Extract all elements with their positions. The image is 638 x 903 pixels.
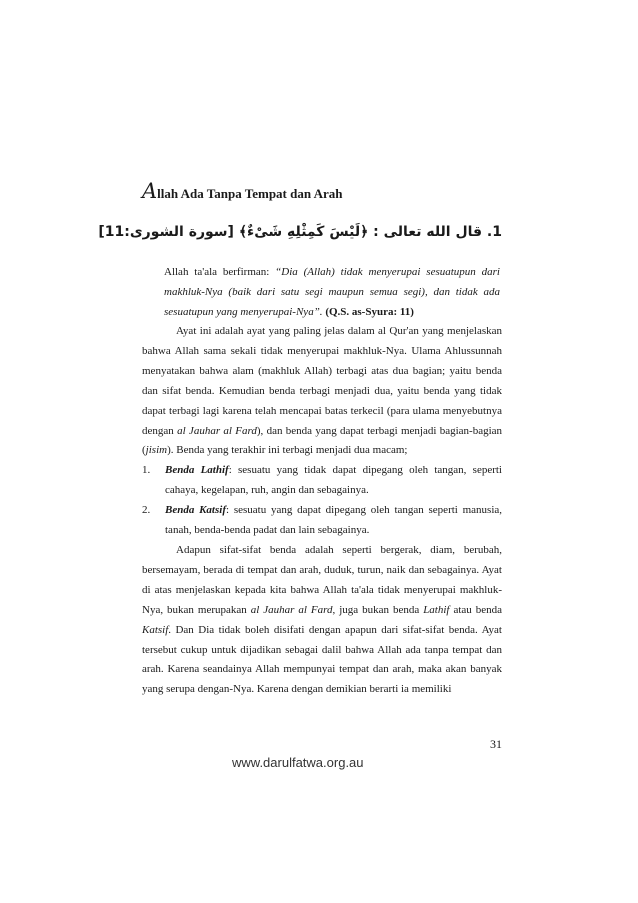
website-url: www.darulfatwa.org.au: [232, 755, 364, 770]
para1-term-2: jisim: [145, 444, 168, 457]
para1-text-3: ). Benda yang terakhir ini terbagi menjadi dua macam;: [167, 444, 408, 457]
para2-text-1: Adapun sifat-sifat benda adalah seperti bergerak, diam, berubah, bersemayam, berada di tempat dan arah, duduk, turun, naik dan sebagainya. Ayat di atas menjelaskan kepada kita bahwa Allah ta'ala tidak menyerupai makhluk-Nya, bukan merupakan: [142, 543, 502, 616]
verse-reference: (Q.S. as-Syura: 11): [322, 306, 414, 318]
list-text: [165, 501, 502, 541]
para2-text-2: , juga bukan benda: [332, 603, 424, 616]
list-number: 2.: [142, 504, 151, 517]
verse-translation: [142, 262, 502, 322]
para2-text-3: atau benda: [449, 603, 502, 616]
paragraph-2: [142, 541, 502, 700]
para1-text-1: Ayat ini adalah ayat yang paling jelas dalam al Qur'an yang menjelaskan bahwa Allah sama sekali tidak menyerupai makhluk-Nya. Ulama Ahlussunnah menyatakan bahwa alam (makhluk Allah) terbagi atas dua bagian; yaitu benda dan sifat benda. Kemudian benda terbagi menjadi dua, yaitu benda yang tidak dapat terbagi lagi karena telah mencapai batas terkecil (para ulama menyebutnya dengan: [142, 325, 502, 437]
paragraph-1: [142, 322, 502, 461]
list-item: [142, 461, 502, 501]
para2-term-2: Lathif: [423, 603, 450, 616]
para2-text-4: . Dan Dia tidak boleh disifati dengan apapun dari sifat-sifat benda. Ayat tersebut cukup untuk dijadikan sebagai dalil bahwa Allah ada tanpa tempat dan arah. Karena seandainya Allah mempunyai tempat dan arah, maka akan banyak yang serupa dengan-Nya. Karena dengan demikian berarti ia memiliki: [142, 623, 502, 696]
translation-text: “Dia (Allah) tidak menyerupai sesuatupun dari makhluk-Nya (baik dari satu segi maupun semua segi), dan tidak ada sesuatupun yang menyerupai-Nya”.: [164, 266, 500, 318]
list-text: [165, 461, 502, 501]
para2-term-3: Katsif: [142, 623, 169, 636]
list-description: : sesuatu yang dapat dipegang oleh tangan seperti manusia, tanah, benda-benda padat dan lain sebagainya.: [165, 504, 503, 537]
para1-term-1: al Jauhar al Fard: [177, 424, 257, 437]
list-number: 1.: [142, 464, 151, 477]
section-heading: [142, 179, 502, 203]
para1-text-2: ), dan benda yang dapat terbagi menjadi bagian-bagian (: [142, 424, 503, 457]
list-description: : sesuatu yang tidak dapat dipegang oleh tangan, seperti cahaya, kegelapan, ruh, angin dan sebagainya.: [165, 464, 502, 497]
para2-term-1: al Jauhar al Fard: [250, 603, 333, 616]
list-item: [142, 501, 502, 541]
arabic-verse: 1. قال الله تعالى : ﴿لَيْسَ كَمِثْلِهِ شَىْءٌ﴾ [سورة الشورى:11]: [98, 224, 502, 240]
list-term: Benda Lathif: [165, 464, 229, 477]
list-term: Benda Katsif: [165, 504, 226, 517]
drop-initial: A: [142, 179, 158, 203]
page-number: 31: [490, 737, 502, 751]
heading-text: llah Ada Tanpa Tempat dan Arah: [157, 186, 343, 201]
body-text: [142, 262, 502, 700]
translation-lead: Allah ta'ala berfirman:: [164, 266, 276, 278]
